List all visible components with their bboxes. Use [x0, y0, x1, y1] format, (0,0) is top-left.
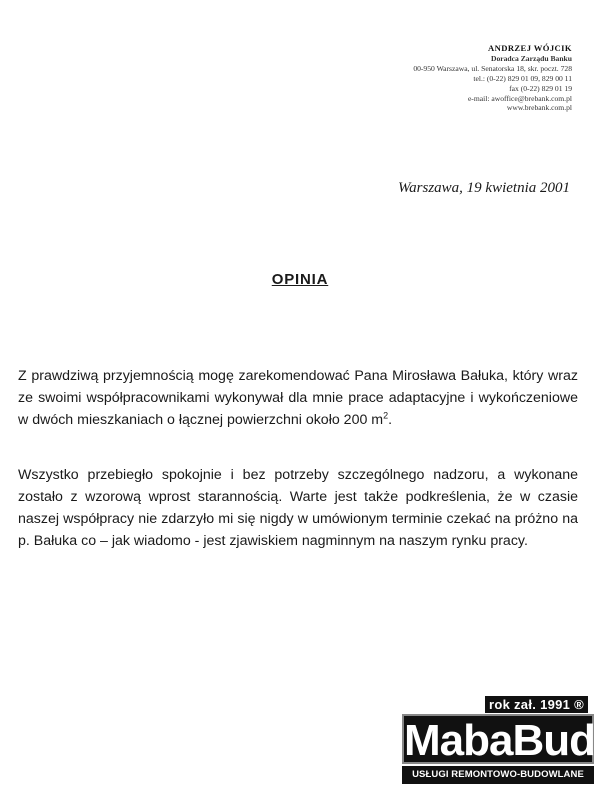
letterhead-email: e-mail: awoffice@brebank.com.pl — [467, 93, 572, 103]
logo-tagline: USŁUGI REMONTOWO-BUDOWLANE — [402, 766, 594, 784]
paragraph-1-end: . — [388, 412, 393, 428]
letterhead-name: ANDRZEJ WÓJCIK — [488, 43, 572, 53]
letterhead-title: Doradca Zarządu Banku — [490, 53, 572, 63]
body-paragraph-1 — [18, 365, 578, 431]
letterhead — [312, 44, 572, 113]
paragraph-1-superscript: 2 — [383, 410, 389, 421]
letterhead-phone: tel.: (0-22) 829 01 09, 829 00 11 — [473, 73, 572, 83]
letterhead-fax: fax (0-22) 829 01 19 — [509, 83, 572, 93]
document-title: OPINIA — [271, 271, 329, 288]
body-paragraph-2: Wszystko przebiegło spokojnie i bez potrzeby szczególnego nadzoru, a wykonane zostało z wzorową wprost starannością. Warte jest także podkreślenia, że w czasie naszej współpracy nie zdarzyło mi się nigdy w umówionym terminie czekać na próżno na p. Bałuka co – jak wiadomo - jest zjawiskiem nagminnym na naszym rynku pracy. — [18, 467, 578, 549]
logo-wordmark: MabaBud — [404, 716, 595, 765]
paragraph-1-text: Z prawdziwą przyjemnością mogę zarekomendować Pana Mirosława Bałuka, który wraz ze swoimi współpracownikami wykonywał dla mnie prace adaptacyjne i wykończeniowe w dwóch mieszkaniach o łącznej powierzchni około 200 m — [18, 368, 578, 428]
dateline: Warszawa, 19 kwietnia 2001 — [398, 180, 570, 196]
company-logo — [402, 696, 594, 794]
logo-founded-label: rok zał. 1991 ® — [485, 696, 588, 713]
letterhead-address: 00-950 Warszawa, ul. Senatorska 18, skr. poczt. 728 — [413, 63, 572, 73]
letterhead-web: www.brebank.com.pl — [506, 103, 572, 113]
